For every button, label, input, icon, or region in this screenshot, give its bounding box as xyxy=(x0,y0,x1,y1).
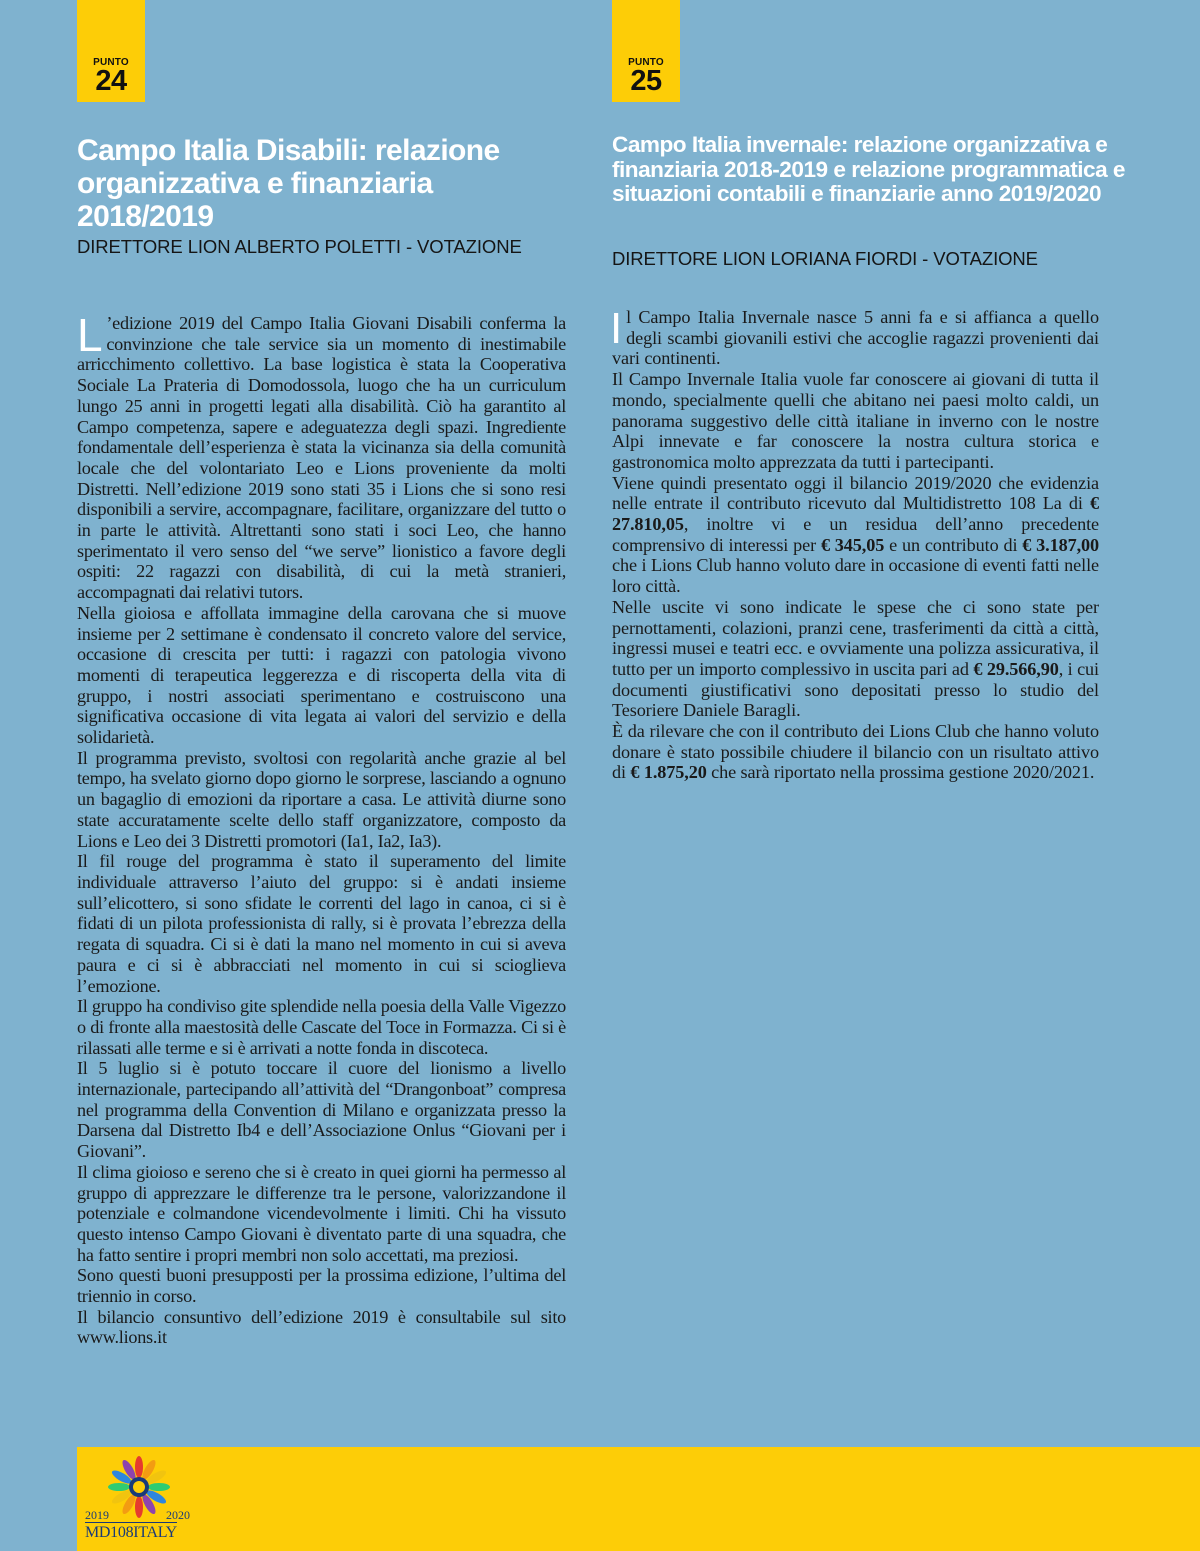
article-24-body xyxy=(77,309,566,1348)
paragraph: Il programma previsto, svoltosi con regolarità anche grazie al bel tempo, ha svelato giorno dopo giorno le sorprese, lasciando a ognuno un bagaglio di emozioni da riportare a casa. Le attività diurne sono state accuratamente scelte dello staff organizzatore, composto da Lions e Leo dei 3 Distretti promotori (Ia1, Ia2, Ia3). xyxy=(77,747,566,851)
amount-contributo-lions: € 3.187,00 xyxy=(1022,534,1100,555)
paragraph: Il fil rouge del programma è stato il superamento del limite individuale attraverso l’aiuto del gruppo: si è andati insieme sull’elicottero, si sono sfidate le correnti del lago in canoa, ci si è fidati di un pilota professionista di rally, si è provata l’ebrezza della regata di squadra. Ci si è dati la mano nel momento in cui si aveva paura e ci si è abbracciati nel momento in cui si scioglieva l’emozione. xyxy=(77,851,566,996)
paragraph xyxy=(612,597,1099,721)
paragraph xyxy=(612,721,1099,783)
punto-24-badge xyxy=(77,0,145,102)
paragraph xyxy=(77,309,566,603)
text-run: Nelle uscite vi sono indicate le spese che ci sono state per pernottamenti, colazioni, pranzi cene, trasferimenti da città a città, ingressi musei e teatri ecc. e ovviamente una polizza assicurativa, il tutto per un importo complessivo in uscita pari ad xyxy=(612,596,1099,679)
paragraph-text: ’edizione 2019 del Campo Italia Giovani Disabili conferma la convinzione che tale service sia un momento di inestimabile arricchimento collettivo. La base logistica è stata la Cooperativa Sociale La Prateria di Domodossola, luogo che ha un curriculum lungo 25 anni in progetti legati alla disabilità. Ciò ha garantito al Campo competenza, sapere e adeguatezza degli spazi. Ingrediente fondamentale dell’esperienza è stata la vicinanza sia della comunità locale che del volontariato Leo e Lions proveniente da molti Distretti. Nell’edizione 2019 sono stati 35 i Lions che si sono resi disponibili a servire, accompagnare, facilitare, organizzare del tutto o in parte le attività. Altrettanti sono stati i soci Leo, che hanno sperimentato il vero senso del “we serve” lionistico a favore degli ospiti: 22 ragazzi con disabilità, di cui la metà stranieri, accompagnati dai relativi tutors. xyxy=(77,313,566,603)
article-25-title: Campo Italia invernale: relazione organizzativa e finanziaria 2018-2019 e relazione programmatica e situazioni contabili e finanziarie anno 2019/2020 xyxy=(612,132,1125,207)
logo-year-end: 2020 xyxy=(166,1508,190,1522)
punto-25-badge xyxy=(612,0,680,102)
text-run: che i Lions Club hanno voluto dare in occasione di eventi fatti nelle loro città. xyxy=(612,555,1099,597)
article-24-title: Campo Italia Disabili: relazione organizzativa e finanziaria 2018/2019 xyxy=(77,134,500,233)
text-run: Viene quindi presentato oggi il bilancio 2019/2020 che evidenzia nelle entrate il contributo ricevuto dal Multidistretto 108 La di xyxy=(612,472,1099,514)
amount-entrate-multidistretto: € 27.810,05 xyxy=(612,493,1099,535)
punto-number: 25 xyxy=(630,65,662,97)
drop-cap: L xyxy=(77,309,103,361)
text-run: e un contributo di xyxy=(884,534,1023,555)
punto-label: PUNTO xyxy=(628,57,664,68)
logo-text: MD108ITALY xyxy=(85,1524,177,1541)
drop-cap: I xyxy=(610,304,623,353)
punto-number: 24 xyxy=(95,65,127,97)
logo-year-start: 2019 xyxy=(85,1508,109,1522)
article-25-body xyxy=(610,304,1100,783)
text-run: , inoltre vi e un residua dell’anno precedente comprensivo di interessi per xyxy=(612,514,1099,555)
text-run: È da rilevare che con il contributo dei Lions Club che hanno voluto donare è stato possibile chiudere il bilancio con un risultato attivo di xyxy=(612,721,1099,783)
paragraph xyxy=(610,304,1099,369)
paragraph-text: l Campo Italia Invernale nasce 5 anni fa e si affianca a quello degli scambi giovanili estivi che accoglie ragazzi provenienti dai vari continenti. xyxy=(612,307,1099,369)
md108italy-logo xyxy=(83,1455,197,1547)
article-24-director: DIRETTORE LION ALBERTO POLETTI - VOTAZIONE xyxy=(77,236,522,257)
amount-risultato-attivo: € 1.875,20 xyxy=(630,762,707,783)
paragraph: Il bilancio consuntivo dell’edizione 2019 è consultabile sul sito www.lions.it xyxy=(77,1306,566,1348)
paragraph: Il 5 luglio si è potuto toccare il cuore del lionismo a livello internazionale, partecipando all’attività del “Drangonboat” compresa nel programma della Convention di Milano e organizzata presso la Darsena dal Distretto Ib4 e dell’Associazione Onlus “Giovani per i Giovani”. xyxy=(77,1058,566,1162)
lions-sunburst-icon xyxy=(107,1455,171,1519)
text-run: , i cui documenti giustificativi sono depositati presso lo studio del Tesoriere Daniele Baragli. xyxy=(612,658,1099,721)
paragraph: Sono questi buoni presupposti per la prossima edizione, l’ultima del triennio in corso. xyxy=(77,1265,566,1307)
amount-residuo-interessi: € 345,05 xyxy=(820,534,885,555)
text-run: che sarà riportato nella prossima gestione 2020/2021. xyxy=(706,762,1095,783)
article-25-director: DIRETTORE LION LORIANA FIORDI - VOTAZIONE xyxy=(612,248,1038,269)
punto-label: PUNTO xyxy=(93,57,129,68)
paragraph: Il clima gioioso e sereno che si è creato in quei giorni ha permesso al gruppo di apprezzare le differenze tra le persone, valorizzandone il potenziale e colmandone vicendevolmente i limiti. Chi ha vissuto questo intenso Campo Giovani è diventato parte di una squadra, che ha fatto sentire i propri membri non solo accettati, ma preziosi. xyxy=(77,1161,566,1265)
paragraph: Nella gioiosa e affollata immagine della carovana che si muove insieme per 2 settimane è condensato il concreto valore del service, occasione di crescita per tutti: i ragazzi con patologia vivono momenti di terapeutica leggerezza e di riscoperta della vita di gruppo, i nostri associati sperimentano e costruiscono una significativa occasione di vita legata ai valori del servizio e della solidarietà. xyxy=(77,602,566,748)
paragraph xyxy=(612,473,1099,597)
amount-uscite: € 29.566,90 xyxy=(973,658,1059,679)
paragraph: Il Campo Invernale Italia vuole far conoscere ai giovani di tutta il mondo, specialmente quelli che abitano nei paesi molto caldi, un panorama suggestivo delle città italiane in inverno con le nostre Alpi innevate e far conoscere la nostra cultura storica e gastronomica molto apprezzata da tutti i partecipanti. xyxy=(612,369,1099,472)
footer-band xyxy=(77,1447,1200,1551)
paragraph: Il gruppo ha condiviso gite splendide nella poesia della Valle Vigezzo o di fronte alla maestosità delle Cascate del Toce in Formazza. Ci si è rilassati alle terme e si è arrivati a notte fonda in discoteca. xyxy=(77,996,566,1058)
